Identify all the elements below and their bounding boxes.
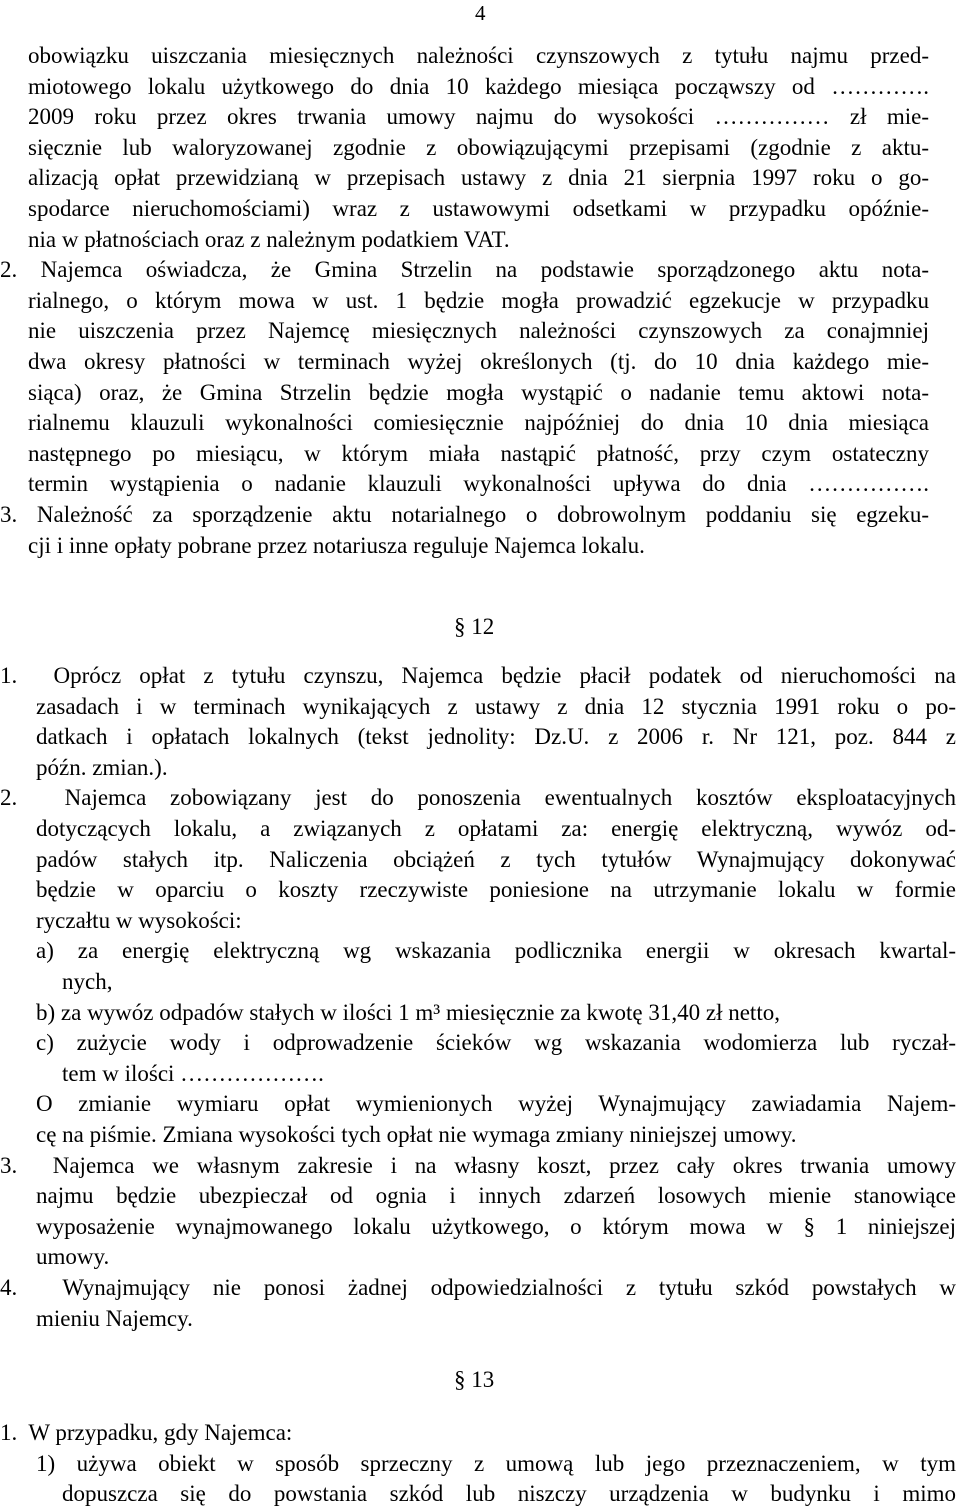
text-line: O zmianie wymiaru opłat wymienionych wyżej Wynajmujący zawiadamia Najem- — [36, 1091, 956, 1117]
text-line: cji i inne opłaty pobrane przez notariusza reguluje Najemca lokalu. — [28, 532, 645, 558]
text-line: alizacją opłat przewidzianą w przepisach ustawy z dnia 21 sierpnia 1997 roku o go- — [28, 165, 929, 191]
text-line: siąca) oraz, że Gmina Strzelin będzie mogła wystąpić o nadanie temu aktowi nota- — [28, 379, 929, 405]
text-line: dwa okresy płatności w terminach wyżej określonych (tj. do 10 dnia każdego mie- — [28, 349, 929, 374]
section-heading-12: § 12 — [454, 614, 495, 639]
text-line: c) zużycie wody i odprowadzenie ścieków wg wskazania wodomierza lub ryczał- — [36, 1030, 956, 1056]
text-line: spodarce nieruchomościami) wraz z ustawowymi odsetkami w przypadku opóźnie- — [28, 196, 929, 221]
text-line: tem w ilości ………………. — [62, 1060, 324, 1086]
text-line: nia w płatnościach oraz z należnym podatkiem VAT. — [28, 226, 510, 252]
text-line: 4. Wynajmujący nie ponosi żadnej odpowiedzialności z tytułu szkód powstałych w — [0, 1275, 956, 1300]
text-line: sięcznie lub waloryzowanej zgodnie z obowiązującymi przepisami (zgodnie z aktu- — [28, 134, 929, 160]
text-line: późn. zmian.). — [36, 754, 168, 780]
text-line: mieniu Najemcy. — [36, 1305, 193, 1331]
text-line: będzie w oparciu o koszty rzeczywiste poniesione na utrzymanie lokalu w formie — [36, 877, 956, 903]
text-line: nych, — [62, 969, 113, 994]
text-line: dopuszcza się do powstania szkód lub niszczy urządzenia w budynku i mimo — [62, 1481, 956, 1507]
text-line: 1. W przypadku, gdy Najemca: — [0, 1420, 293, 1445]
text-line: obowiązku uiszczania miesięcznych należności czynszowych z tytułu najmu przed- — [28, 43, 929, 68]
text-line: najmu będzie ubezpieczał od ognia i innych zdarzeń losowych mienie stanowiące — [36, 1183, 956, 1209]
text-line: 1) używa obiekt w sposób sprzeczny z umową lub jego przeznaczeniem, w tym — [36, 1450, 956, 1476]
page-number: 4 — [475, 1, 486, 25]
text-line: wyposażenie wynajmowanego lokalu użytkowego, o którym mowa w § 1 niniejszej — [36, 1213, 956, 1239]
section-heading-13: § 13 — [454, 1367, 495, 1392]
text-line: umowy. — [36, 1244, 110, 1270]
text-line: datkach i opłatach lokalnych (tekst jednolity: Dz.U. z 2006 r. Nr 121, poz. 844 z — [36, 724, 956, 750]
text-line: ryczałtu w wysokości: — [36, 907, 242, 933]
text-line: rialnemu klauzuli wykonalności comiesięcznie najpóźniej do dnia 10 dnia miesiąca — [28, 410, 929, 436]
text-line: b) za wywóz odpadów stałych w ilości 1 m³ miesięcznie za kwotę 31,40 zł netto, — [36, 999, 780, 1025]
text-line: dotyczących lokalu, a związanych z opłatami za: energię elektryczną, wywóz od- — [36, 816, 956, 841]
text-line: a) za energię elektryczną wg wskazania podlicznika energii w okresach kwartal- — [36, 938, 956, 964]
text-line: 3. Najemca we własnym zakresie i na własny koszt, przez cały okres trwania umowy — [0, 1152, 956, 1178]
text-line: termin wystąpienia o nadanie klauzuli wykonalności upływa do dnia ……………. — [28, 471, 929, 497]
text-line: cę na piśmie. Zmiana wysokości tych opłat nie wymaga zmiany niniejszej umowy. — [36, 1122, 797, 1147]
text-line: padów stałych itp. Naliczenia obciążeń z tych tytułów Wynajmujący dokonywać — [36, 846, 956, 872]
text-line: następnego po miesiącu, w którym miała nastąpić płatność, przy czym ostateczny — [28, 440, 929, 466]
text-line: 2009 roku przez okres trwania umowy najmu do wysokości …………… zł mie- — [28, 104, 929, 130]
text-line: miotowego lokalu użytkowego do dnia 10 każdego miesiąca począwszy od …………. — [28, 73, 929, 99]
text-line: 2. Najemca oświadcza, że Gmina Strzelin na podstawie sporządzonego aktu nota- — [0, 257, 929, 283]
text-line: zasadach i w terminach wynikających z ustawy z dnia 12 stycznia 1991 roku o po- — [36, 693, 956, 719]
text-line: rialnego, o którym mowa w ust. 1 będzie mogła prowadzić egzekucje w przypadku — [28, 287, 929, 313]
text-line: 2. Najemca zobowiązany jest do ponoszenia ewentualnych kosztów eksploatacyjnych — [0, 785, 956, 811]
text-line: 1. Oprócz opłat z tytułu czynszu, Najemca będzie płacił podatek od nieruchomości na — [0, 663, 956, 688]
text-line: nie uiszczenia przez Najemcę miesięcznych należności czynszowych za conajmniej — [28, 318, 929, 344]
text-line: 3. Należność za sporządzenie aktu notarialnego o dobrowolnym poddaniu się egzeku- — [0, 502, 929, 527]
